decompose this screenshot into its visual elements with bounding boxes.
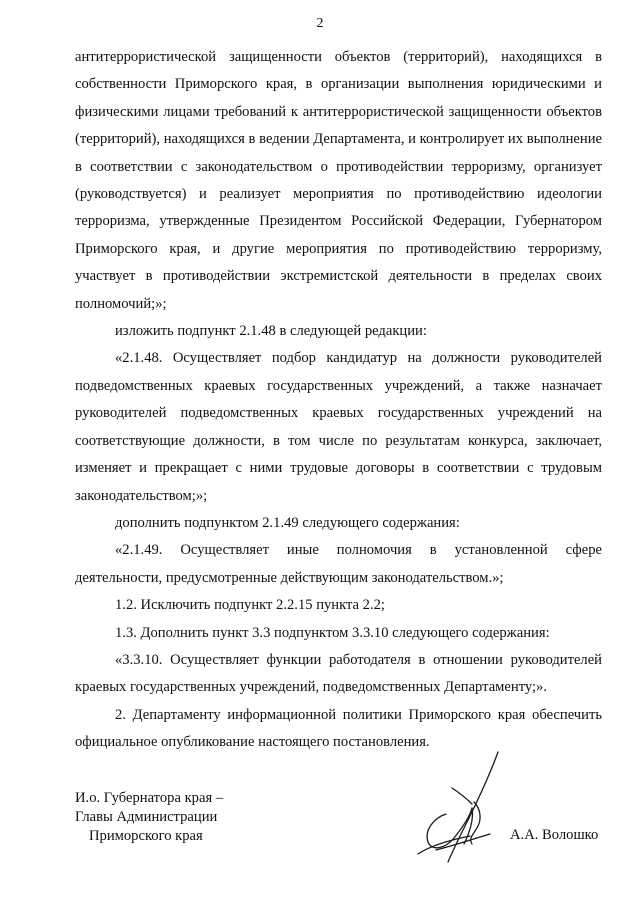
paragraph-2-publication: 2. Департаменту информационной политики Приморского края обеспечить официальное опубликование настоящего постановления. — [75, 706, 602, 751]
handwritten-signature — [412, 748, 512, 870]
paragraph-continuation: антитеррористической защищенности объектов (территорий), находящихся в собственности Приморского края, в организации выполнения юридическими и физическими лицами требований к антитеррористической защищенности объектов (территорий), находящихся в ведении Департамента, и контролирует их выполнение в соответствии с законодательством о противодействии терроризму, организует (руководствуется) и реализует мероприятия по противодействию идеологии терроризма, утвержденные Президентом Российской Федерации, Губернатором Приморского края, и другие мероприятия по противодействию терроризму, участвует в противодействии экстремистской деятельности в пределах своих полномочий;»; — [75, 49, 602, 312]
paragraph-2-1-49: «2.1.49. Осуществляет иные полномочия в установленной сфере деятельности, предусмотренные действующим законодательством.»; — [75, 542, 602, 586]
paragraph-amend-2-1-48-intro: изложить подпункт 2.1.48 в следующей редакции: — [115, 323, 427, 340]
signatory-position — [75, 789, 223, 846]
signatory-position-line: Приморского края — [89, 828, 203, 844]
signer-name: А.А. Волошко — [510, 827, 599, 843]
paragraph-1-3: 1.3. Дополнить пункт 3.3 подпунктом 3.3.10 следующего содержания: — [115, 624, 550, 641]
signatory-position-line: И.о. Губернатора края – — [75, 790, 224, 806]
signatory-position-line: Главы Администрации — [75, 809, 218, 825]
paragraph-1-2: 1.2. Исключить подпункт 2.2.15 пункта 2.2; — [115, 597, 385, 614]
paragraph-2-1-48: «2.1.48. Осуществляет подбор кандидатур на должности руководителей подведомственных краевых государственных учреждений, а также назначает руководителей подведомственных краевых государственных учреждений на соответствующие должности, в том числе по результатам конкурса, заключает, изменяет и прекращает с ними трудовые договоры в соответствии с трудовым законодательством;»; — [75, 350, 602, 504]
paragraph-3-3-10: «3.3.10. Осуществляет функции работодателя в отношении руководителей краевых государственных учреждений, подведомственных Департаменту;». — [75, 651, 602, 696]
paragraph-add-2-1-49-intro: дополнить подпунктом 2.1.49 следующего содержания: — [115, 514, 460, 531]
document-body — [75, 44, 602, 757]
page-number: 2 — [316, 16, 324, 31]
